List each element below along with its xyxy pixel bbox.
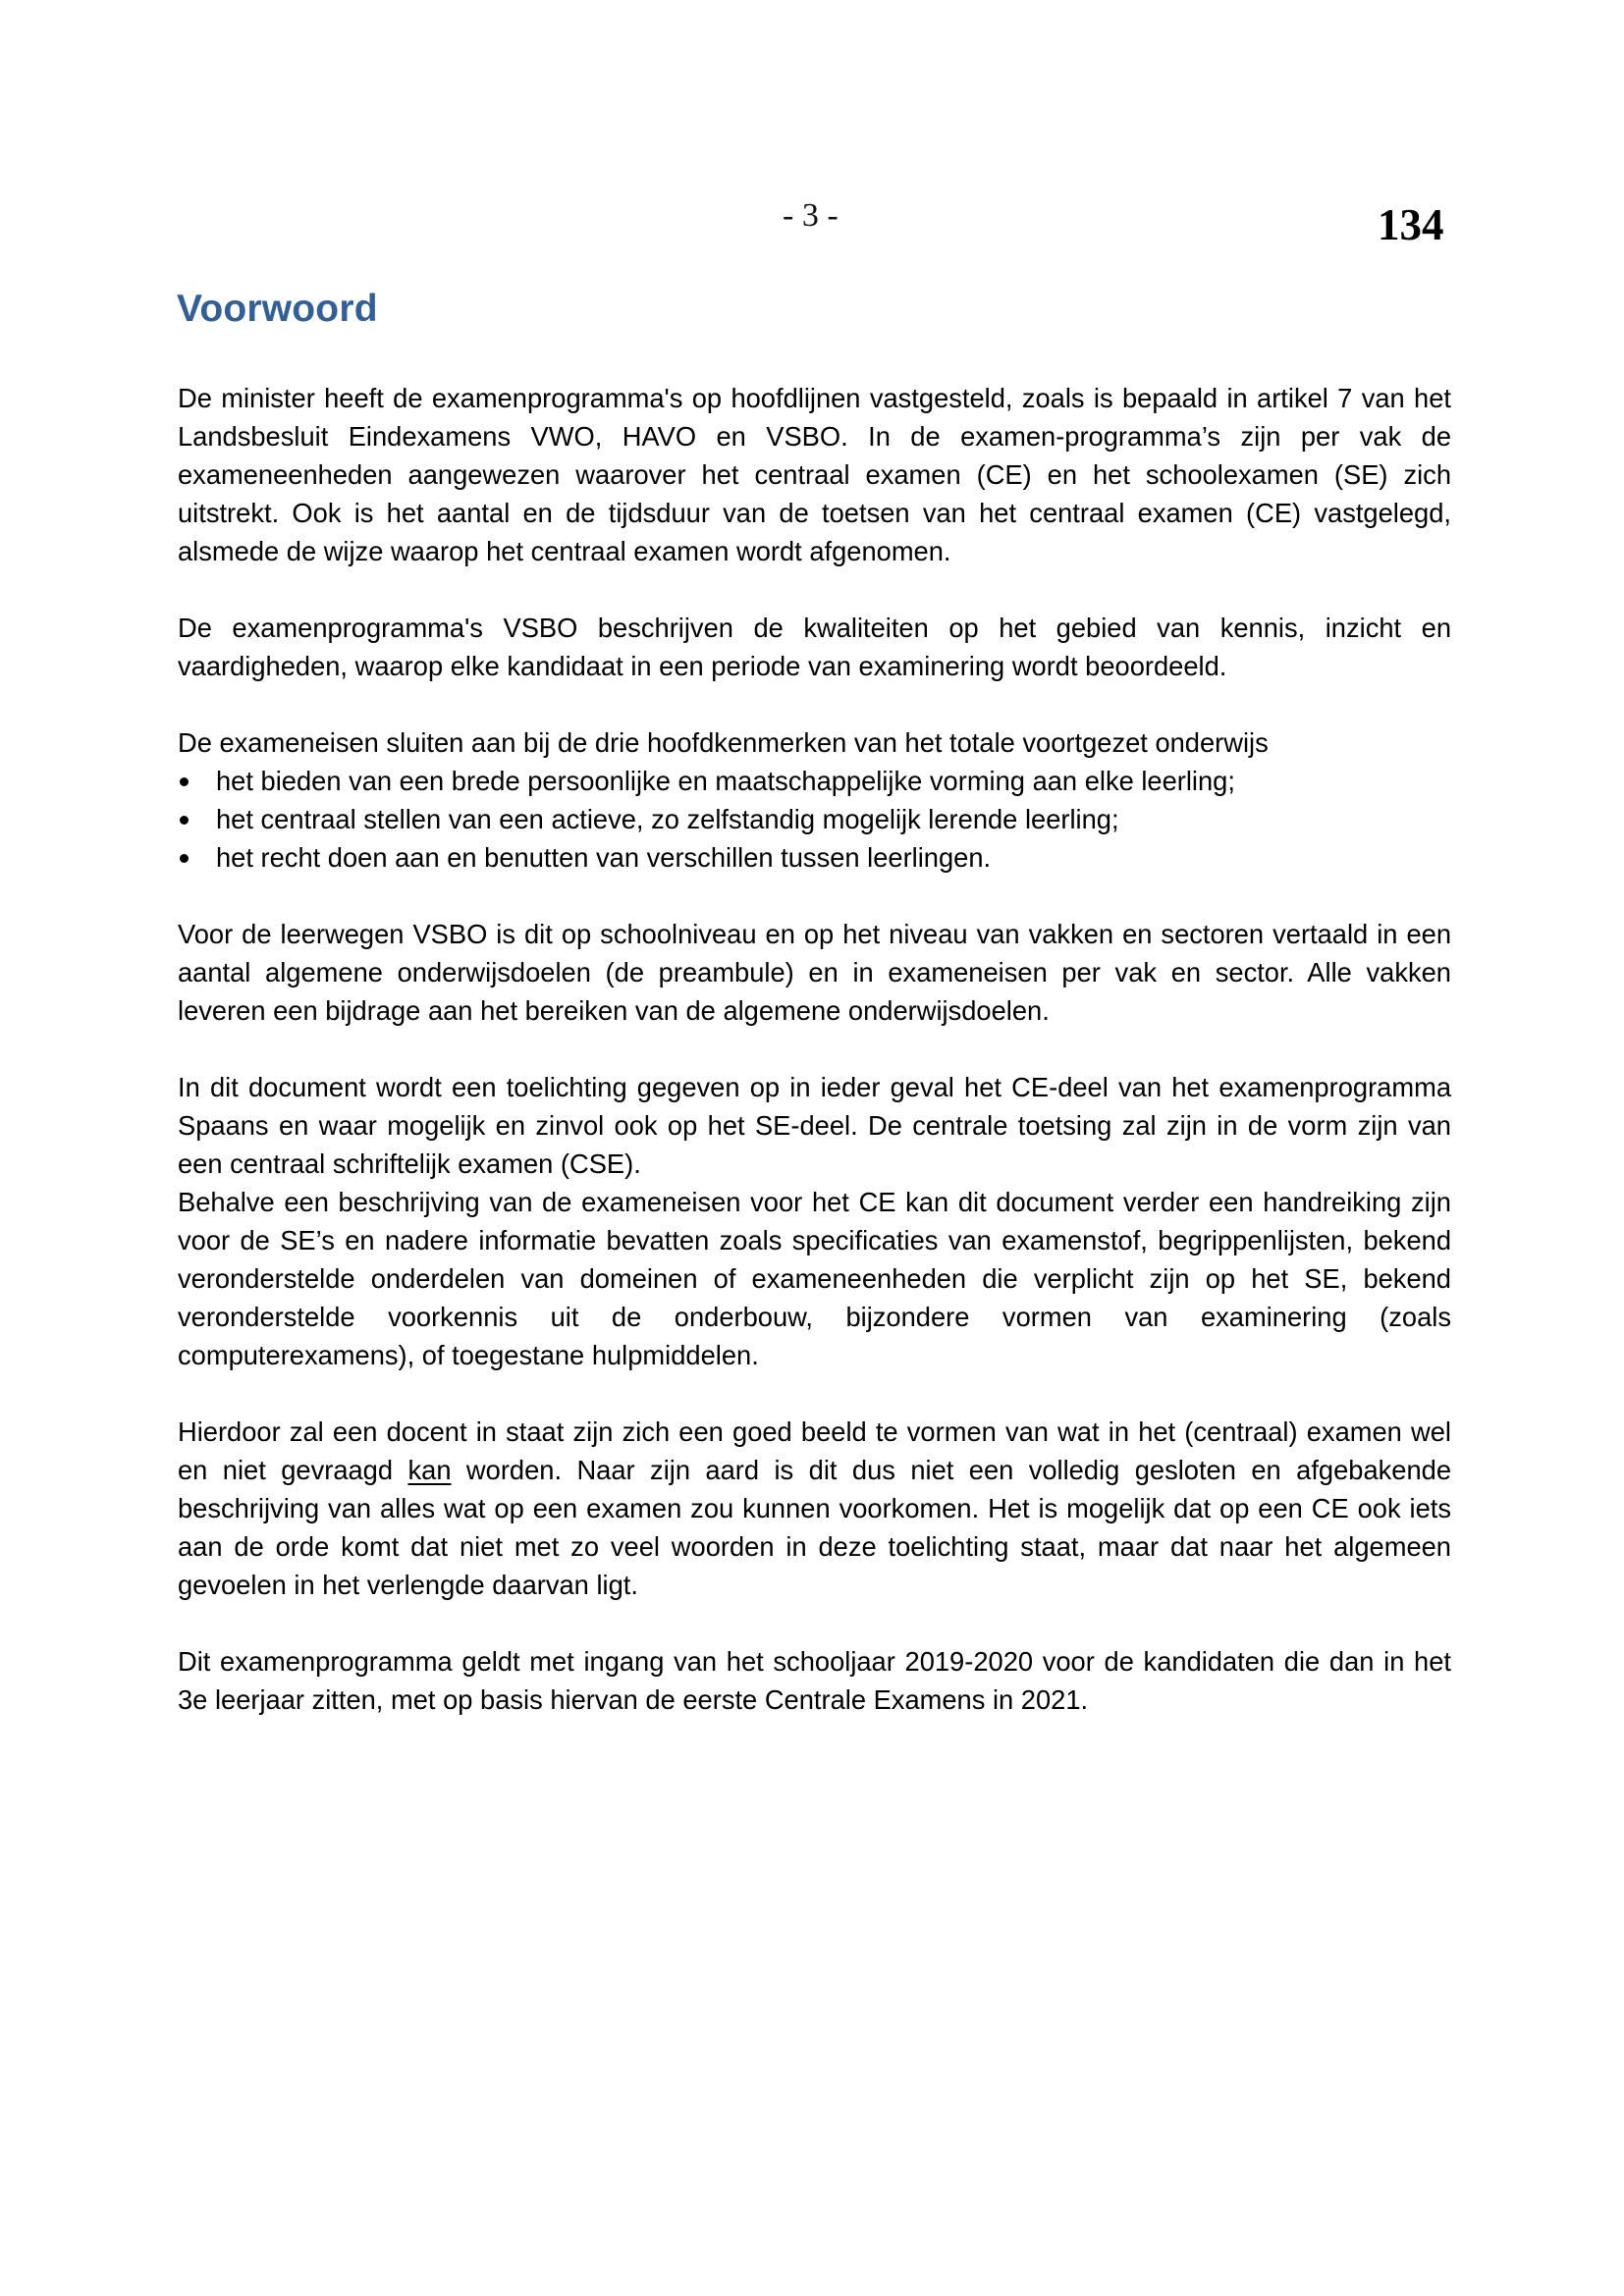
main-features-list (178, 762, 1451, 877)
paragraph-gap (178, 570, 1451, 609)
text-run: worden. Naar zijn aard is dit dus niet een volledig gesloten en afgebakende beschrijving van alles wat op een examen zou kunnen voorkomen. Het is mogelijk dat op een CE ook iets aan de orde komt dat niet met zo veel woorden in deze toelichting staat, maar dat naar het algemeen gevoelen in het verlengde daarvan ligt. (178, 1455, 1451, 1600)
paragraph-gap (178, 877, 1451, 915)
paragraph-gap (178, 685, 1451, 723)
underlined-word: kan (407, 1455, 452, 1485)
page-number: - 3 - (783, 197, 839, 234)
paragraph-gap (178, 1374, 1451, 1413)
list-item (178, 800, 1451, 838)
list-item-text: het recht doen aan en benutten van verschillen tussen leerlingen. (216, 842, 992, 873)
list-item (178, 838, 1451, 877)
paragraph-document-explanation: In dit document wordt een toelichting gegeven op in ieder geval het CE-deel van het examenprogramma Spaans en waar mogelijk en zinvol ook op het SE-deel. De centrale toetsing zal zijn in de vorm zijn van een centraal schriftelijk examen (CSE). (178, 1072, 1451, 1179)
document-body (178, 379, 1451, 1719)
paragraph-learning-paths: Voor de leerwegen VSBO is dit op schoolniveau en op het niveau van vakken en sectoren vertaald in een aantal algemene onderwijsdoelen (de preambule) en in exameneisen per vak en sector. Alle vakken leveren een bijdrage aan het bereiken van de algemene onderwijsdoelen. (178, 919, 1451, 1026)
bullet-icon (180, 777, 189, 786)
section-heading: Voorwoord (177, 288, 378, 330)
paragraph-gap (178, 1030, 1451, 1068)
paragraph-gap (178, 1604, 1451, 1642)
paragraph-validity: Dit examenprogramma geldt met ingang van het schooljaar 2019-2020 voor de kandidaten die dan in het 3e leerjaar zitten, met op basis hiervan de eerste Centrale Examens in 2021. (178, 1646, 1451, 1715)
paragraph-exam-programs: De minister heeft de examenprogramma's op hoofdlijnen vastgesteld, zoals is bepaald in artikel 7 van het Landsbesluit Eindexamens VWO, HAVO en VSBO. In de examen-programma’s zijn per vak de exameneenheden aangewezen waarover het centraal examen (CE) en het schoolexamen (SE) zich uitstrekt. Ook is het aantal en de tijdsduur van de toetsen van het centraal examen (CE) vastgelegd, alsmede de wijze waarop het centraal examen wordt afgenomen. (178, 383, 1451, 566)
paragraph-main-features-intro: De exameneisen sluiten aan bij de drie hoofdkenmerken van het totale voortgezet onderwijs (178, 727, 1269, 758)
bullet-icon (180, 854, 189, 863)
paragraph-teacher-insight (178, 1413, 1451, 1604)
paragraph-document-handreiking: Behalve een beschrijving van de exameneisen voor het CE kan dit document verder een handreiking zijn voor de SE’s en nadere informatie bevatten zoals specificaties van examenstof, begrippenlijsten, bekend veronderstelde onderdelen van domeinen of exameneenheden die verplicht zijn op het SE, bekend veronderstelde voorkennis uit de onderbouw, bijzondere vormen van examinering (zoals computerexamens), of toegestane hulpmiddelen. (178, 1187, 1451, 1370)
list-item-text: het bieden van een brede persoonlijke en maatschappelijke vorming aan elke leerling; (216, 766, 1235, 796)
document-number: 134 (1378, 200, 1444, 249)
list-item (178, 762, 1451, 800)
text-run: Hierdoor zal een docent in staat zijn zich een goed beeld te vormen van wat in het (centraal) examen wel en niet gevraagd (178, 1416, 1451, 1485)
paragraph-vsbo-qualities: De examenprogramma's VSBO beschrijven de kwaliteiten op het gebied van kennis, inzicht en vaardigheden, waarop elke kandidaat in een periode van examinering wordt beoordeeld. (178, 613, 1451, 681)
bullet-icon (180, 816, 189, 825)
list-item-text: het centraal stellen van een actieve, zo zelfstandig mogelijk lerende leerling; (216, 804, 1119, 834)
